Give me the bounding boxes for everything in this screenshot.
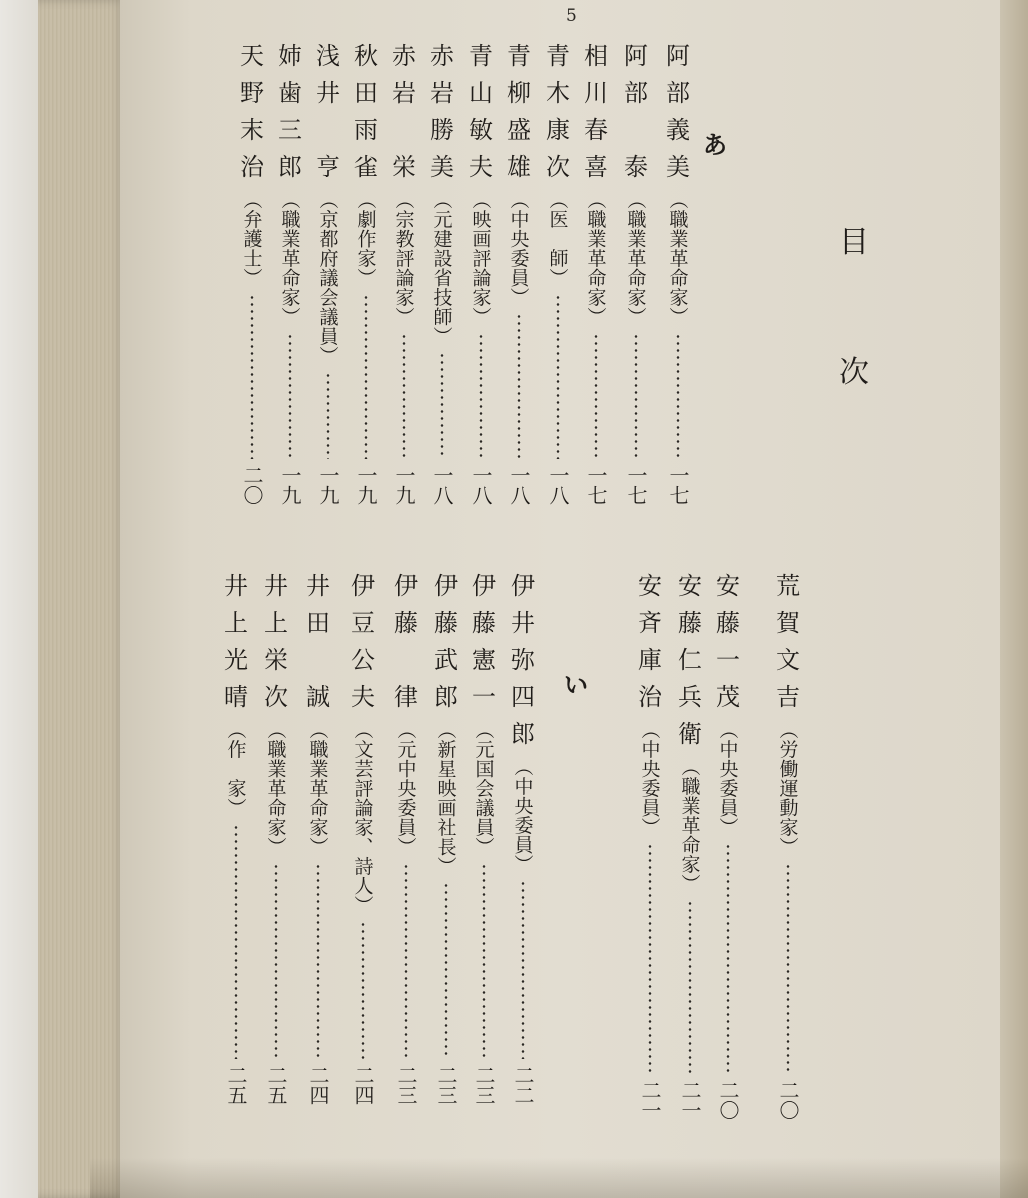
- page-number: 5: [566, 6, 577, 26]
- entry-role: （医 師）: [546, 190, 569, 288]
- leader-dots: [404, 863, 408, 1060]
- leader-dots: [634, 333, 638, 460]
- toc-title-char: 目: [839, 225, 869, 260]
- entry-name: 秋 田 雨 雀: [354, 42, 378, 181]
- entry-name: 赤 岩 栄: [392, 42, 416, 181]
- entry-role: （映画評論家）: [469, 190, 492, 327]
- toc-entry[interactable]: [310, 38, 346, 505]
- toc-entry[interactable]: [618, 38, 654, 505]
- toc-entry[interactable]: [272, 38, 308, 505]
- leader-dots: [444, 882, 448, 1059]
- leader-dots: [316, 863, 320, 1060]
- entry-role: （職業革命家）: [678, 757, 701, 894]
- entry-name: 安 藤 仁 兵 衛: [678, 572, 702, 748]
- entry-role: （職業革命家）: [306, 720, 329, 857]
- entry-role: （宗教評論家）: [392, 190, 415, 327]
- leader-dots: [726, 843, 730, 1074]
- entry-role: （中央委員）: [507, 190, 530, 307]
- entry-page-number: 一七: [666, 465, 690, 505]
- book-gutter: [1000, 0, 1028, 1198]
- toc-entry[interactable]: [300, 568, 336, 1105]
- entry-page-number: 二〇: [240, 465, 264, 505]
- entry-page-number: 二四: [351, 1065, 375, 1105]
- entry-role: （新星映画社長）: [434, 720, 457, 876]
- entry-page-number: 二三: [472, 1065, 496, 1105]
- section-heading: い: [564, 670, 588, 699]
- leader-dots: [288, 333, 292, 460]
- entry-page-number: 二三: [394, 1065, 418, 1105]
- entry-role: （京都府議会議員）: [316, 190, 339, 366]
- toc-entry[interactable]: [218, 568, 254, 1105]
- toc-entry[interactable]: [710, 568, 746, 1120]
- leader-dots: [440, 352, 444, 459]
- entry-page-number: 一七: [584, 465, 608, 505]
- entry-role: （中央委員）: [716, 720, 739, 837]
- entry-name: 伊 藤 武 郎: [434, 572, 458, 711]
- leader-dots: [234, 824, 238, 1060]
- entry-name: 浅 井 亨: [316, 42, 340, 181]
- entry-name: 天 野 末 治: [240, 42, 264, 181]
- entry-name: 井 田 誠: [306, 572, 330, 711]
- entry-role: （作 家）: [224, 720, 247, 818]
- entry-name: 阿 部 義 美: [666, 42, 690, 181]
- entry-name: 姉 歯 三 郎: [278, 42, 302, 181]
- entry-role: （中央委員）: [511, 757, 534, 874]
- entry-name: 伊 井 弥 四 郎: [511, 572, 535, 748]
- toc-entry[interactable]: [466, 568, 502, 1105]
- toc-entry[interactable]: [234, 38, 270, 505]
- section-heading: あ: [703, 130, 727, 159]
- entry-page-number: 二〇: [716, 1080, 740, 1120]
- leader-dots: [521, 880, 525, 1059]
- entry-name: 青 柳 盛 雄: [507, 42, 531, 181]
- entry-page-number: 二二: [511, 1065, 535, 1105]
- toc-entry[interactable]: [428, 568, 464, 1105]
- entry-page-number: 一八: [469, 465, 493, 505]
- toc-entry[interactable]: [388, 568, 424, 1105]
- entry-name: 安 斉 庫 治: [638, 572, 662, 711]
- leader-dots: [402, 333, 406, 460]
- entry-role: （職業革命家）: [584, 190, 607, 327]
- leader-dots: [274, 863, 278, 1060]
- toc-entry[interactable]: [386, 38, 422, 505]
- entry-page-number: 一九: [316, 465, 340, 505]
- entry-name: 青 山 敏 夫: [469, 42, 493, 181]
- entry-role: （職業革命家）: [278, 190, 301, 327]
- entry-page-number: 二五: [224, 1065, 248, 1105]
- entry-role: （職業革命家）: [666, 190, 689, 327]
- entry-page-number: 一八: [507, 465, 531, 505]
- entry-name: 伊 藤 憲 一: [472, 572, 496, 711]
- entry-role: （元国会議員）: [472, 720, 495, 857]
- entry-role: （中央委員）: [638, 720, 661, 837]
- entry-page-number: 二三: [434, 1065, 458, 1105]
- toc-entry[interactable]: [540, 38, 576, 505]
- toc-title-char: 次: [839, 355, 869, 390]
- book-page-edges: [38, 0, 128, 1198]
- leader-dots: [688, 900, 692, 1075]
- leader-dots: [326, 372, 330, 460]
- leader-dots: [556, 294, 560, 460]
- leader-dots: [594, 333, 598, 460]
- leader-dots: [364, 294, 368, 460]
- toc-entry[interactable]: [578, 38, 614, 505]
- leader-dots: [479, 333, 483, 460]
- entry-page-number: 一七: [624, 465, 648, 505]
- toc-entry[interactable]: [345, 568, 381, 1105]
- leader-dots: [786, 863, 790, 1075]
- entry-name: 相 川 春 喜: [584, 42, 608, 181]
- toc-entry[interactable]: [505, 568, 541, 1105]
- leader-dots: [250, 294, 254, 460]
- entry-page-number: 二〇: [776, 1080, 800, 1120]
- toc-entry[interactable]: [660, 38, 696, 505]
- toc-entry[interactable]: [258, 568, 294, 1105]
- entry-page-number: 一八: [430, 465, 454, 505]
- leader-dots: [361, 921, 365, 1059]
- entry-name: 井 上 光 晴: [224, 572, 248, 711]
- entry-role: （元中央委員）: [394, 720, 417, 857]
- entry-role: （劇作家）: [354, 190, 377, 288]
- entry-page-number: 二一: [678, 1080, 702, 1120]
- entry-name: 青 木 康 次: [546, 42, 570, 181]
- toc-entry[interactable]: [348, 38, 384, 505]
- entry-name: 安 藤 一 茂: [716, 572, 740, 711]
- entry-role: （労働運動家）: [776, 720, 799, 857]
- entry-page-number: 二一: [638, 1080, 662, 1120]
- entry-name: 井 上 栄 次: [264, 572, 288, 711]
- entry-page-number: 一九: [278, 465, 302, 505]
- toc-entry[interactable]: [501, 38, 537, 505]
- entry-role: （職業革命家）: [624, 190, 647, 327]
- toc-entry[interactable]: [463, 38, 499, 505]
- entry-role: （元建設省技師）: [430, 190, 453, 346]
- entry-role: （弁護士）: [240, 190, 263, 288]
- leader-dots: [517, 313, 521, 459]
- toc-title: [834, 225, 874, 390]
- entry-role: （職業革命家）: [264, 720, 287, 857]
- entry-page-number: 二四: [306, 1065, 330, 1105]
- toc-entry[interactable]: [770, 568, 806, 1120]
- entry-name: 伊 藤 律: [394, 572, 418, 711]
- toc-entry[interactable]: [424, 38, 460, 505]
- entry-page-number: 一八: [546, 465, 570, 505]
- toc-entry[interactable]: [632, 568, 668, 1120]
- entry-name: 阿 部 泰: [624, 42, 648, 181]
- entry-name: 荒 賀 文 吉: [776, 572, 800, 711]
- leader-dots: [648, 843, 652, 1074]
- entry-page-number: 一九: [354, 465, 378, 505]
- page-shadow: [90, 1158, 1028, 1198]
- toc-entry[interactable]: [672, 568, 708, 1120]
- entry-role: （文芸評論家、詩人）: [351, 720, 374, 915]
- leader-dots: [482, 863, 486, 1060]
- entry-name: 赤 岩 勝 美: [430, 42, 454, 181]
- entry-page-number: 二五: [264, 1065, 288, 1105]
- entry-name: 伊 豆 公 夫: [351, 572, 375, 711]
- leader-dots: [676, 333, 680, 460]
- entry-page-number: 一九: [392, 465, 416, 505]
